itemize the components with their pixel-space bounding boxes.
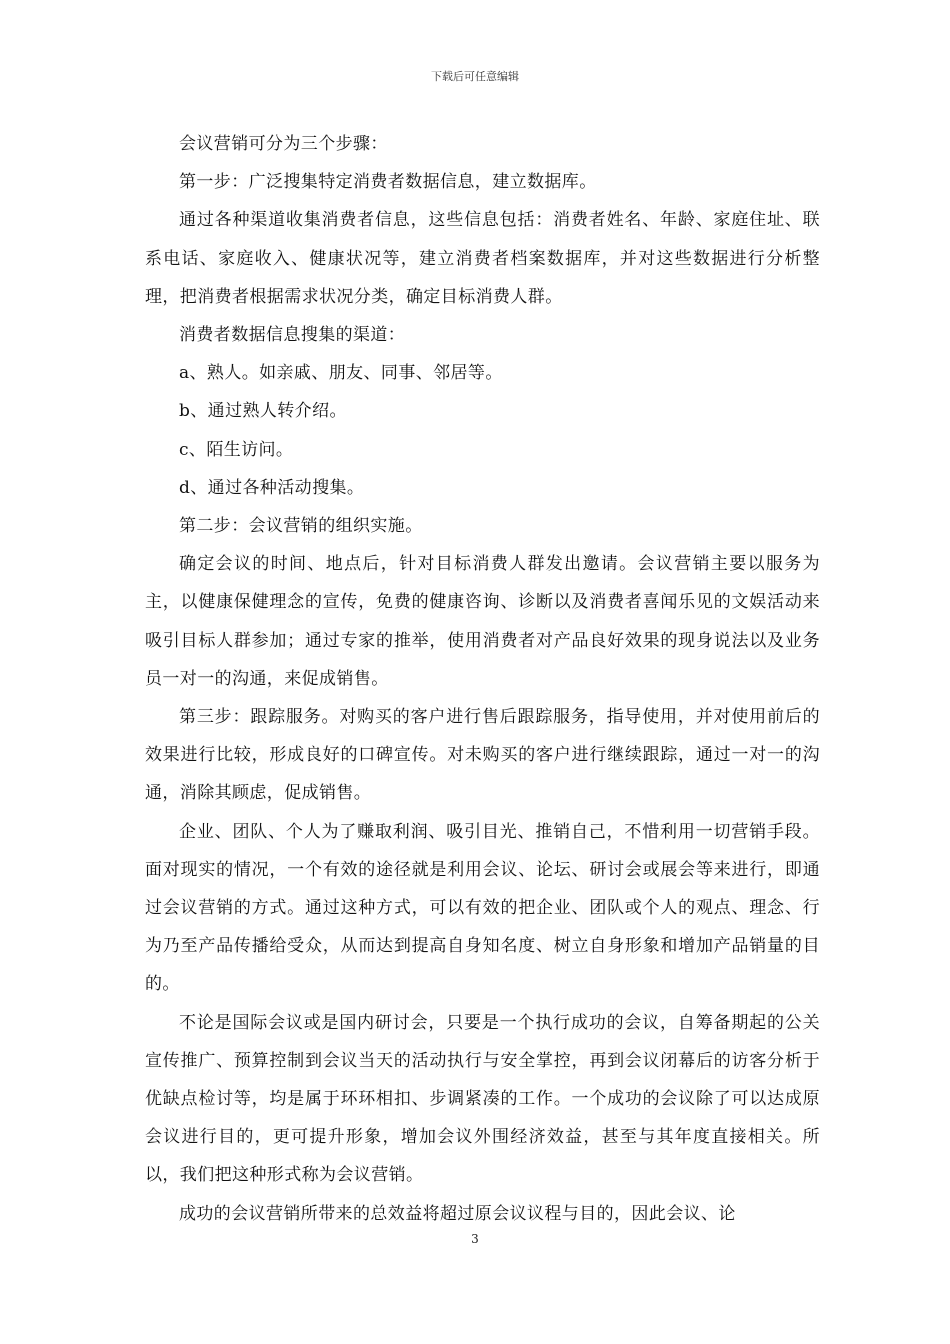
list-item: b、通过熟人转介绍。 bbox=[179, 401, 347, 422]
paragraph: 消费者数据信息搜集的渠道： bbox=[179, 325, 406, 346]
paragraph: 会议营销可分为三个步骤： bbox=[179, 134, 388, 154]
paragraph: 第三步：跟踪服务。对购买的客户进行售后跟踪服务，指导使用，并对使用前后的效果进行比较，形成良好的口碑宣传。对未购买的客户进行继续跟踪，通过一对一的沟通，消除其顾虑，促成销售。 bbox=[145, 707, 820, 804]
paragraph: 第一步：广泛搜集特定消费者数据信息，建立数据库。 bbox=[179, 172, 597, 193]
paragraph: 企业、团队、个人为了赚取利润、吸引目光、推销自己，不惜利用一切营销手段。面对现实的情况，一个有效的途径就是利用会议、论坛、研讨会或展会等来进行，即通过会议营销的方式。通过这种方式，可以有效的把企业、团队或个人的观点、理念、行为乃至产品传播给受众，从而达到提高自身知名度、树立自身形象和增加产品销量的目的。 bbox=[145, 821, 820, 995]
paragraph: 成功的会议营销所带来的总效益将超过原会议议程与目的，因此会议、论 bbox=[179, 1203, 736, 1224]
list-item: d、通过各种活动搜集。 bbox=[179, 477, 365, 498]
paragraph: 第二步：会议营销的组织实施。 bbox=[179, 516, 423, 537]
paragraph: 确定会议的时间、地点后，针对目标消费人群发出邀请。会议营销主要以服务为主，以健康保健理念的宣传，免费的健康咨询、诊断以及消费者喜闻乐见的文娱活动来吸引目标人群参加；通过专家的推举，使用消费者对产品良好效果的现身说法以及业务员一对一的沟通，来促成销售。 bbox=[145, 554, 820, 689]
document-body bbox=[145, 125, 820, 1233]
paragraph: 不论是国际会议或是国内研讨会，只要是一个执行成功的会议，自筹备期起的公关宣传推广、预算控制到会议当天的活动执行与安全掌控，再到会议闭幕后的访客分析于优缺点检讨等，均是属于环环相扣、步调紧凑的工作。一个成功的会议除了可以达成原会议进行目的，更可提升形象，增加会议外围经济效益，甚至与其年度直接相关。所以，我们把这种形式称为会议营销。 bbox=[145, 1012, 820, 1186]
list-item: c、陌生访问。 bbox=[179, 439, 294, 460]
paragraph: 通过各种渠道收集消费者信息，这些信息包括：消费者姓名、年龄、家庭住址、联系电话、家庭收入、健康状况等，建立消费者档案数据库，并对这些数据进行分析整理，把消费者根据需求状况分类，确定目标消费人群。 bbox=[145, 210, 820, 307]
page-number: 3 bbox=[471, 1232, 479, 1246]
page-header: 下载后可任意编辑 bbox=[431, 70, 519, 83]
list-item: a、熟人。如亲戚、朋友、同事、邻居等。 bbox=[179, 363, 503, 384]
